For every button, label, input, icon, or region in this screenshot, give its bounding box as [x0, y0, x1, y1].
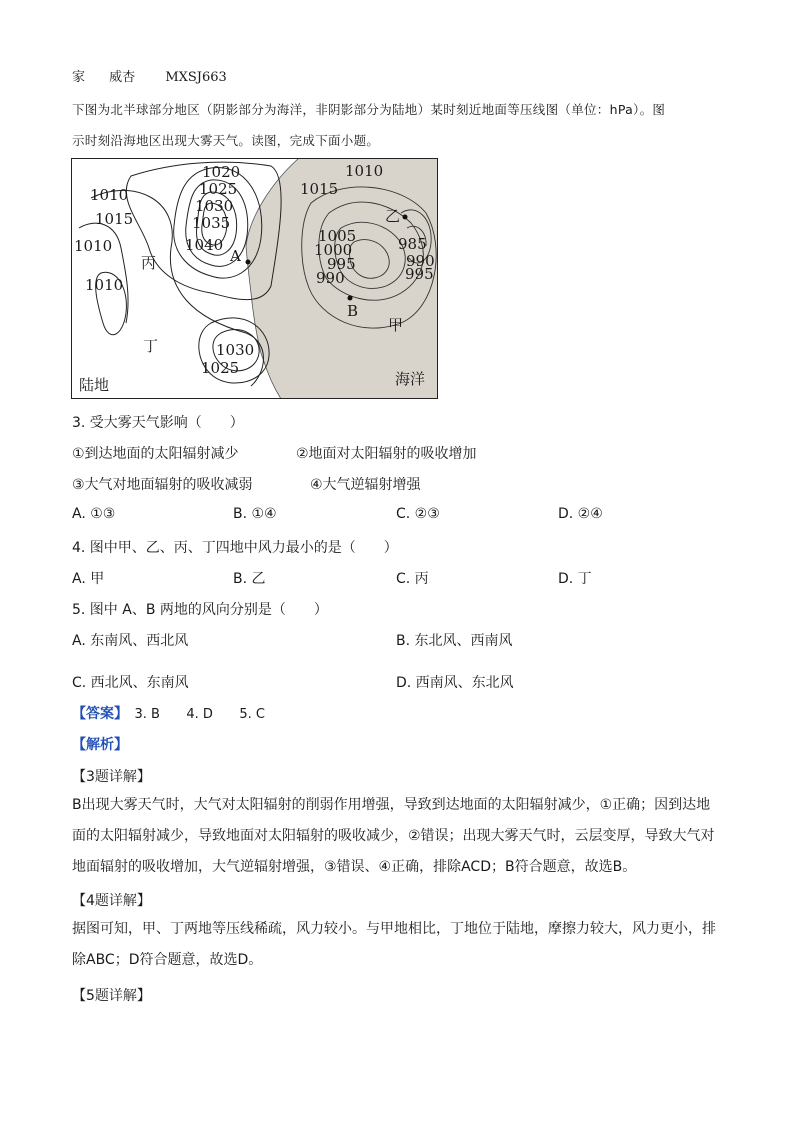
label-1035: 1035 — [192, 214, 231, 232]
label-1010-top: 1010 — [90, 186, 129, 204]
label-1020: 1020 — [202, 163, 241, 181]
q4-option-a[interactable]: A. 甲 — [72, 571, 105, 587]
label-1040: 1040 — [185, 236, 224, 254]
q4-option-d[interactable]: D. 丁 — [558, 571, 592, 587]
q4-option-b[interactable]: B. 乙 — [233, 571, 266, 587]
q3-statement-4: ④大气逆辐射增强 — [310, 477, 421, 493]
legend-ocean: 海洋 — [395, 370, 426, 388]
point-yi-label: 乙 — [385, 207, 401, 225]
q3-option-b[interactable]: B. ①④ — [233, 506, 277, 522]
point-b-label: B — [347, 302, 359, 320]
point-a-dot — [246, 260, 251, 265]
label-990-east: 990 — [406, 252, 435, 270]
point-jia-label: 甲 — [388, 316, 404, 334]
q3-statement-2: ②地面对太阳辐射的吸收增加 — [296, 446, 477, 462]
q5-option-d[interactable]: D. 西南风、东北风 — [396, 675, 514, 691]
header-part1: 家 — [72, 70, 86, 85]
legend-land: 陆地 — [79, 376, 110, 394]
label-1010-ocean: 1010 — [345, 162, 384, 180]
q4-stem: 4. 图中甲、乙、丙、丁四地中风力最小的是（ ） — [72, 540, 398, 556]
q3-stem: 3. 受大雾天气影响（ ） — [72, 415, 244, 431]
label-1015-ocean: 1015 — [300, 180, 339, 198]
label-1025: 1025 — [199, 180, 238, 198]
isobar-map — [71, 158, 438, 399]
label-1030-south: 1030 — [216, 341, 255, 359]
detail-3-text: B出现大雾天气时，大气对太阳辐射的削弱作用增强，导致到达地面的太阳辐射减少，①正确；因到达地面的太阳辐射减少，导致地面对太阳辐射的吸收减少，②错误；出现大雾天气时，云层变厚，导致大气对地面辐射的吸收增加，大气逆辐射增强，③错误、④正确，排除ACD；B符合题意，故选B。 — [72, 797, 715, 875]
label-1030: 1030 — [195, 197, 234, 215]
point-yi-dot — [403, 215, 408, 220]
point-ding-label: 丁 — [143, 337, 159, 355]
label-1025-south: 1025 — [201, 359, 240, 377]
header-part3: MXSJ663 — [165, 70, 227, 85]
intro-line-2: 示时刻沿海地区出现大雾天气。读图，完成下面小题。 — [72, 133, 380, 148]
label-990: 990 — [316, 269, 345, 287]
answer-3: 3. B — [134, 707, 160, 722]
label-1005: 1005 — [318, 227, 357, 245]
q3-statement-3: ③大气对地面辐射的吸收减弱 — [72, 477, 253, 493]
label-995-east: 995 — [405, 265, 434, 283]
q3-statement-1: ①到达地面的太阳辐射减少 — [72, 446, 239, 462]
q3-option-a[interactable]: A. ①③ — [72, 506, 116, 522]
answer-tag: 【答案】 — [72, 706, 128, 722]
label-1010-left: 1010 — [74, 237, 113, 255]
point-a-label: A — [230, 247, 241, 265]
label-995: 995 — [327, 255, 356, 273]
label-1010-low: 1010 — [85, 276, 124, 294]
detail-4-title: 【4题详解】 — [72, 893, 151, 909]
q5-option-c[interactable]: C. 西北风、东南风 — [72, 675, 189, 691]
q5-option-b[interactable]: B. 东北风、西南风 — [396, 633, 513, 649]
q3-option-c[interactable]: C. ②③ — [396, 506, 440, 522]
detail-5-title: 【5题详解】 — [72, 988, 151, 1004]
q4-option-c[interactable]: C. 丙 — [396, 571, 429, 587]
answer-line — [72, 703, 265, 723]
doc-header — [72, 66, 227, 85]
label-1000: 1000 — [314, 241, 353, 259]
q3-option-d[interactable]: D. ②④ — [558, 506, 603, 522]
point-b-dot — [348, 296, 353, 301]
answer-5: 5. C — [239, 707, 265, 722]
q5-stem: 5. 图中 A、B 两地的风向分别是（ ） — [72, 602, 328, 618]
label-985: 985 — [398, 235, 427, 253]
q5-option-a[interactable]: A. 东南风、西北风 — [72, 633, 189, 649]
answer-4: 4. D — [186, 707, 213, 722]
analysis-tag: 【解析】 — [72, 737, 128, 753]
intro-line-1: 下图为北半球部分地区（阴影部分为海洋，非阴影部分为陆地）某时刻近地面等压线图（单位：hPa）。图 — [72, 102, 666, 117]
detail-3-title: 【3题详解】 — [72, 769, 151, 785]
detail-4-text: 据图可知，甲、丁两地等压线稀疏，风力较小。与甲地相比，丁地位于陆地，摩擦力较大，风力更小，排除ABC；D符合题意，故选D。 — [72, 921, 716, 968]
header-part2: 威杏 — [109, 70, 136, 85]
label-1015-left: 1015 — [95, 210, 134, 228]
point-bing-label: 丙 — [141, 254, 157, 272]
